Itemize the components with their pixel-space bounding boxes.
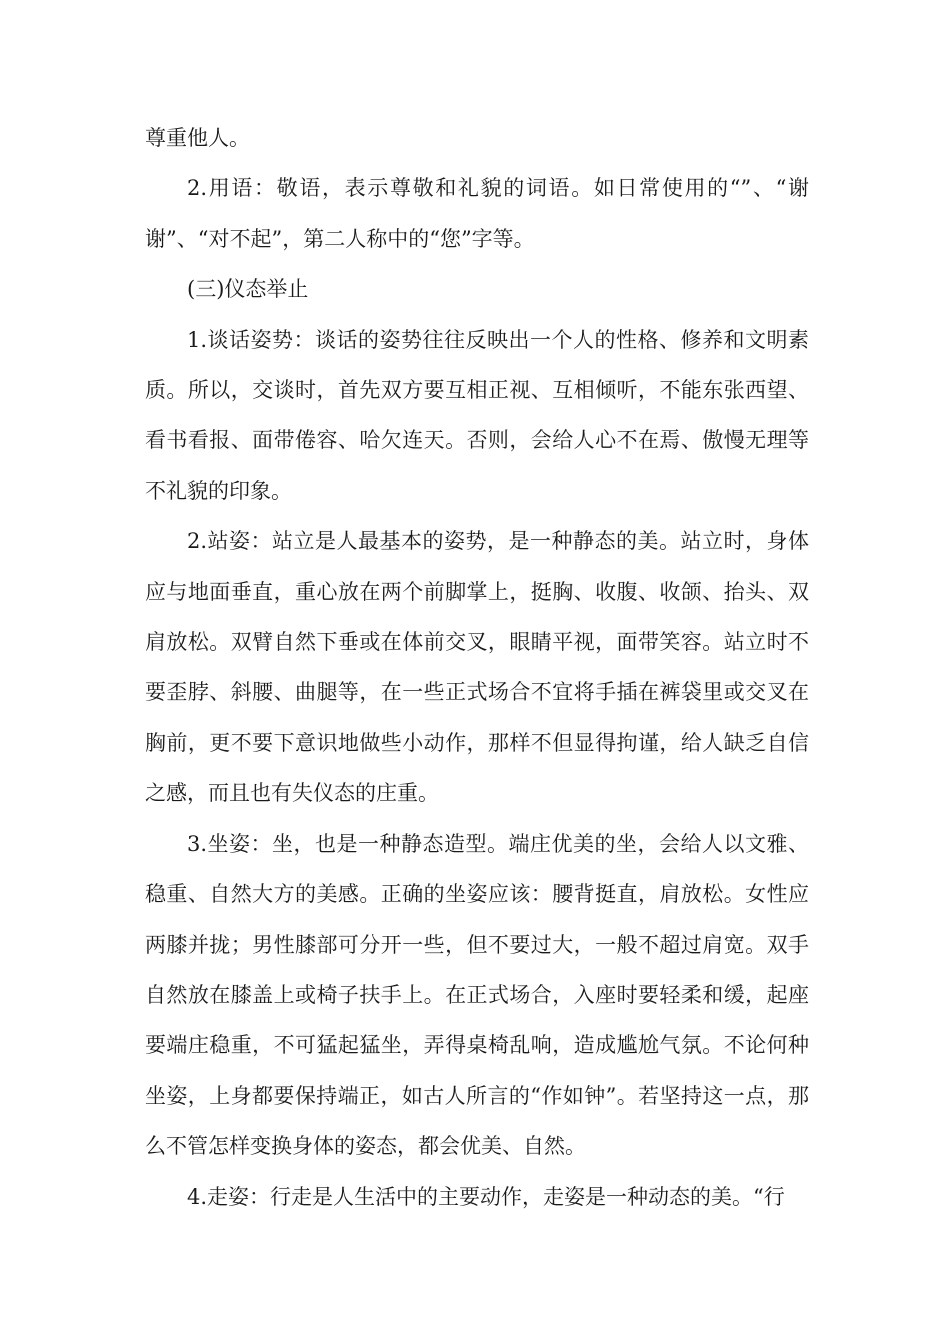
paragraph-standing-posture: 2.站姿：站立是人最基本的姿势，是一种静态的美。站立时，身体应与地面垂直，重心放在两个前脚掌上，挺胸、收腹、收颌、抬头、双肩放松。双臂自然下垂或在体前交叉，眼睛平视，面带笑容。站立时不要歪脖、斜腰、曲腿等，在一些正式场合不宜将手插在裤袋里或交叉在胸前，更不要下意识地做些小动作，那样不但显得拘谨，给人缺乏自信之感，而且也有失仪态的庄重。	[145, 529, 809, 806]
paragraph-honorifics: 2.用语：敬语，表示尊敬和礼貌的词语。如日常使用的“”、“谢谢”、“对不起”，第二人称中的“您”字等。	[145, 176, 809, 251]
document-body	[145, 113, 809, 1222]
paragraph-walking-posture: 4.走姿：行走是人生活中的主要动作，走姿是一种动态的美。“行	[187, 1184, 785, 1209]
section-heading-demeanor: (三)仪态举止	[187, 277, 309, 302]
paragraph-talking-posture: 1.谈话姿势：谈话的姿势往往反映出一个人的性格、修养和文明素质。所以，交谈时，首先双方要互相正视、互相倾听，不能东张西望、看书看报、面带倦容、哈欠连天。否则，会给人心不在焉、傲慢无理等不礼貌的印象。	[145, 327, 809, 503]
paragraph-sitting-posture: 3.坐姿：坐，也是一种静态造型。端庄优美的坐，会给人以文雅、稳重、自然大方的美感。正确的坐姿应该：腰背挺直，肩放松。女性应两膝并拢；男性膝部可分开一些，但不要过大，一般不超过肩宽。双手自然放在膝盖上或椅子扶手上。在正式场合，入座时要轻柔和缓，起座要端庄稳重，不可猛起猛坐，弄得桌椅乱响，造成尴尬气氛。不论何种坐姿，上身都要保持端正，如古人所言的“作如钟”。若坚持这一点，那么不管怎样变换身体的姿态，都会优美、自然。	[145, 831, 809, 1159]
paragraph-continued: 尊重他人。	[145, 126, 250, 150]
